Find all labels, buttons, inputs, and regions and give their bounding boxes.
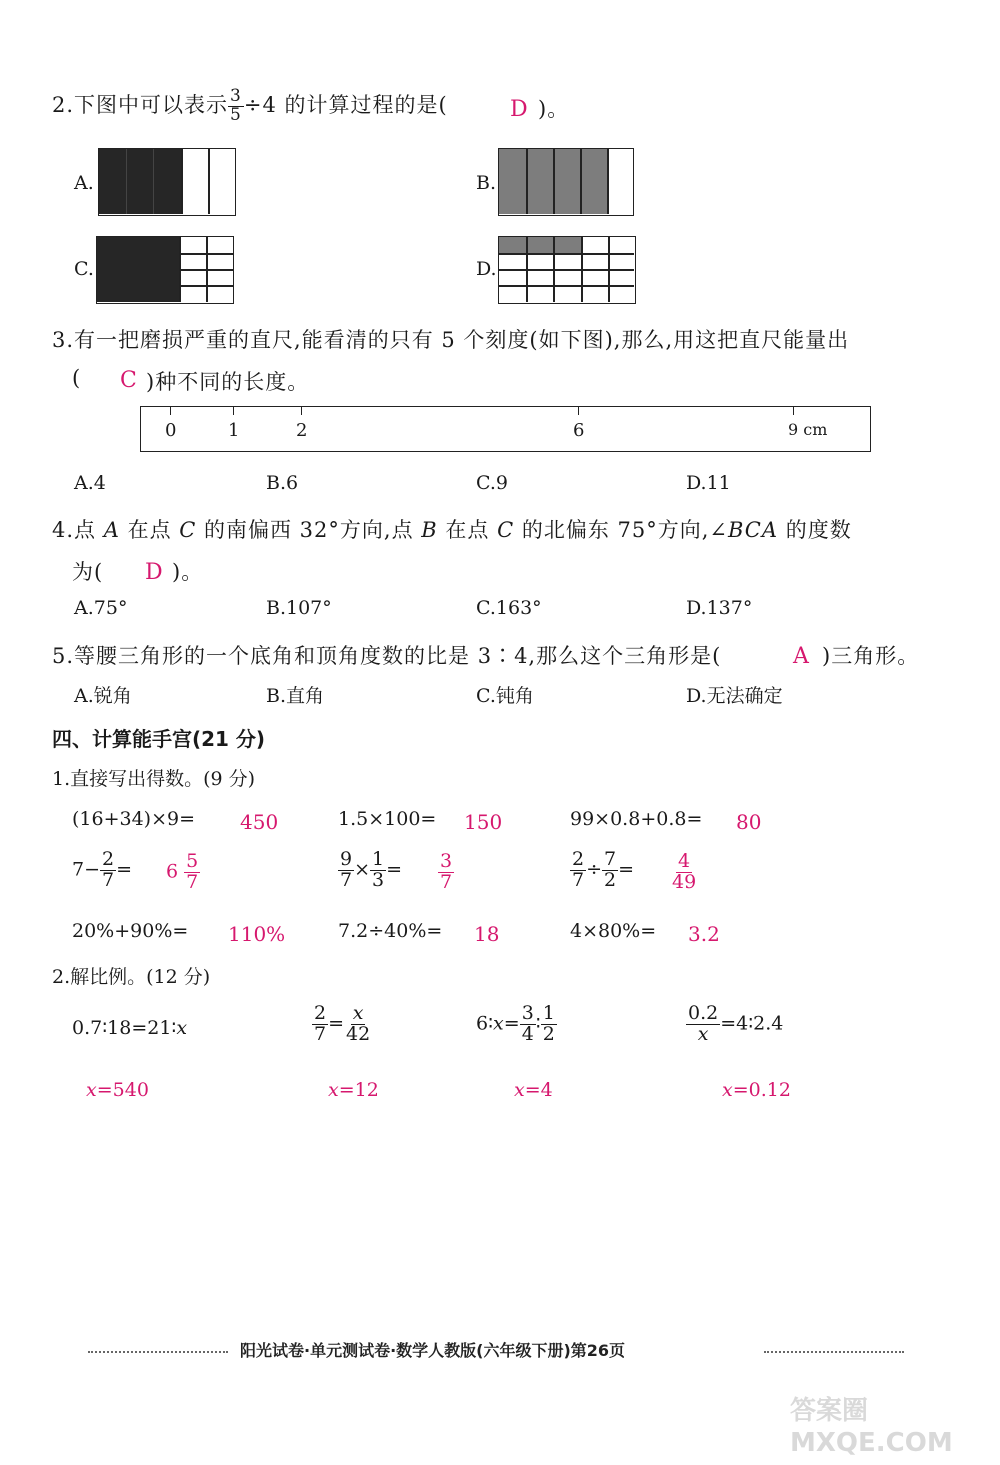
q2-close: )。	[538, 97, 570, 121]
q5-option-b: B.直角	[266, 685, 325, 707]
q4-answer: D	[145, 560, 163, 585]
prop-3-answer: x=4	[514, 1079, 553, 1101]
q4-open: 为(	[72, 560, 104, 584]
calc-2-expr: 1.5×100=	[338, 808, 437, 830]
q5-close: )三角形。	[822, 644, 920, 668]
q4-stem: 4.点 A 在点 C 的南偏西 32°方向,点 B 在点 C 的北偏东 75°方向,∠BCA 的度数	[52, 518, 852, 542]
figure-b	[498, 148, 634, 216]
footer-dots-right	[764, 1351, 904, 1353]
q5-option-c: C.钝角	[476, 685, 534, 707]
calc-4-expr: 7− $\frac{2}{7}$ =	[72, 848, 133, 891]
q3-answer: C	[120, 368, 137, 393]
q2-label-d: D.	[476, 258, 497, 280]
q3-open: (	[72, 366, 82, 390]
footer-text: 阳光试卷·单元测试卷·数学人教版(六年级下册)第26页	[240, 1341, 626, 1360]
prop-2-answer: x=12	[328, 1079, 379, 1101]
calc-4-answer: 6 $\frac{5}{7}$	[166, 850, 199, 893]
calc-3-answer: 80	[736, 810, 762, 834]
q3-stem: 3.有一把磨损严重的直尺,能看清的只有 5 个刻度(如下图),那么,用这把直尺能量出	[52, 328, 850, 352]
q2-label-a: A.	[74, 172, 94, 194]
ruler-mark-9	[793, 406, 794, 415]
q3-close: )种不同的长度。	[146, 370, 310, 394]
ruler-label-0: 0	[165, 420, 177, 441]
prop-4: $\frac{0.2}{x}$ =4∶2.4	[688, 1002, 784, 1045]
ruler-mark-2	[301, 406, 302, 415]
q2-stem: 2.下图中可以表示 $\frac{3}{5}$ ÷4 的计算过程的是(	[52, 86, 448, 125]
calc-3-expr: 99×0.8+0.8=	[570, 808, 703, 830]
calc-5-answer: $\frac{3}{7}$	[440, 850, 453, 893]
prop-2: $\frac{2}{7}$ = $\frac{x}{42}$	[314, 1002, 371, 1045]
q2-label-b: B.	[476, 172, 497, 194]
footer-dots-left	[88, 1351, 228, 1353]
ruler-mark-1	[233, 406, 234, 415]
q3-option-b: B.6	[266, 472, 299, 494]
ruler-label-1: 1	[228, 420, 240, 441]
calc-6-answer: $\frac{4}{49}$	[672, 850, 697, 893]
q4-option-d: D.137°	[686, 597, 753, 619]
ruler-label-9: 9 cm	[788, 420, 828, 439]
calc-5-expr: $\frac{9}{7}$ × $\frac{1}{3}$ =	[340, 848, 403, 891]
q3-option-a: A.4	[74, 472, 106, 494]
q5-option-d: D.无法确定	[686, 685, 783, 707]
ruler-label-2: 2	[296, 420, 308, 441]
figure-a	[98, 148, 236, 216]
calc-8-expr: 7.2÷40%=	[338, 920, 443, 942]
prop-4-answer: x=0.12	[722, 1079, 791, 1101]
ruler	[140, 406, 871, 452]
section4-sub1: 1.直接写出得数。(9 分)	[52, 768, 256, 790]
prop-1: 0.7∶18=21∶x	[72, 1017, 188, 1039]
calc-1-expr: (16+34)×9=	[72, 808, 196, 830]
q2-label-c: C.	[74, 258, 94, 280]
section4-title: 四、计算能手宫(21 分)	[52, 727, 266, 751]
calc-1-answer: 450	[240, 810, 279, 834]
prop-3: 6∶x= $\frac{3}{4}$ ∶ $\frac{1}{2}$	[476, 1002, 555, 1045]
calc-9-answer: 3.2	[688, 922, 720, 946]
prop-1-answer: x=540	[86, 1079, 149, 1101]
q4-option-a: A.75°	[74, 597, 128, 619]
q4-close: )。	[172, 560, 204, 584]
q5-option-a: A.锐角	[74, 685, 132, 707]
calc-7-answer: 110%	[228, 922, 286, 946]
q3-option-c: C.9	[476, 472, 508, 494]
q2-fraction: $\frac{3}{5}$	[230, 86, 242, 125]
ruler-label-6: 6	[573, 420, 585, 441]
q4-option-c: C.163°	[476, 597, 542, 619]
calc-2-answer: 150	[464, 810, 503, 834]
q2-answer: D	[510, 97, 528, 122]
calc-7-expr: 20%+90%=	[72, 920, 189, 942]
watermark: 答案圈 MXQE.COM	[790, 1396, 953, 1458]
figure-c	[96, 236, 234, 304]
calc-6-expr: $\frac{2}{7}$ ÷ $\frac{7}{2}$ =	[572, 848, 635, 891]
q3-option-d: D.11	[686, 472, 731, 494]
calc-8-answer: 18	[474, 922, 500, 946]
q5-answer: A	[793, 644, 809, 669]
calc-9-expr: 4×80%=	[570, 920, 657, 942]
q4-option-b: B.107°	[266, 597, 332, 619]
section4-sub2: 2.解比例。(12 分)	[52, 966, 211, 988]
figure-d	[498, 236, 636, 304]
ruler-mark-0	[170, 406, 171, 415]
ruler-mark-6	[578, 406, 579, 415]
q5-stem: 5.等腰三角形的一个底角和顶角度数的比是 3∶4,那么这个三角形是(	[52, 644, 722, 668]
